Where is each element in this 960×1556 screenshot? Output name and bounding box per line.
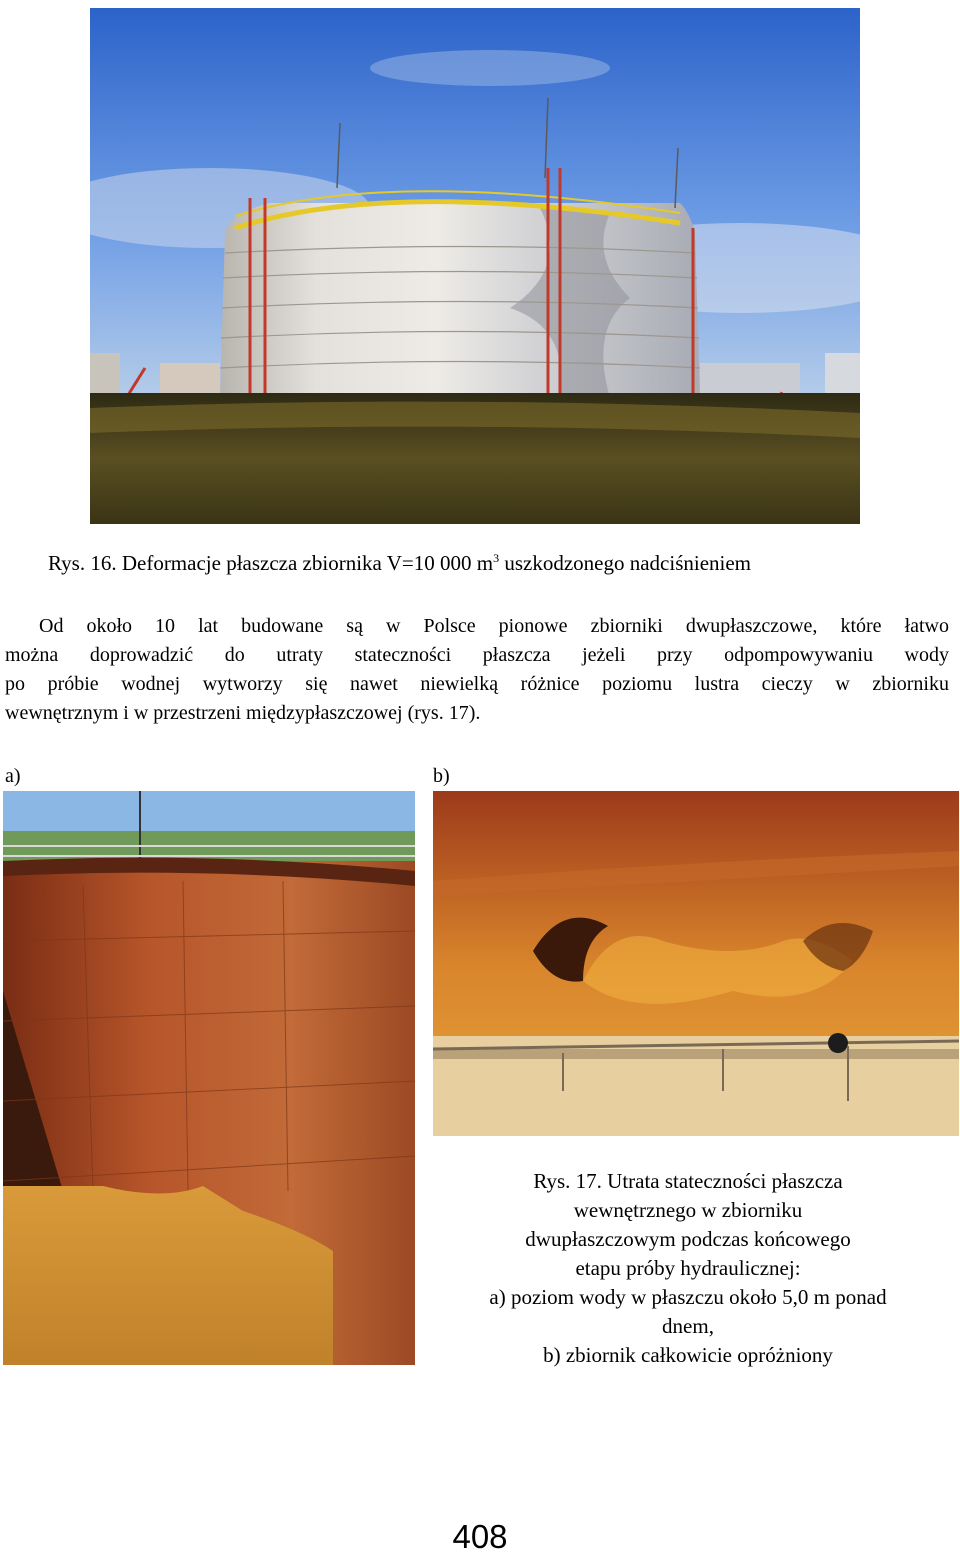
paragraph-line: można doprowadzić do utraty stateczności płaszcza jeżeli przy odpompowywaniu wody xyxy=(5,644,949,666)
figure-17b-photo xyxy=(433,791,959,1136)
caption-line: wewnętrznego w zbiorniku xyxy=(573,1198,803,1222)
paragraph-line: wewnętrznym i w przestrzeni międzypłaszczowej (rys. 17). xyxy=(5,702,481,724)
caption-line: a) poziom wody w płaszczu około 5,0 m ponad xyxy=(489,1285,887,1309)
figure-16-caption-suffix: uszkodzonego nadciśnieniem xyxy=(499,551,752,575)
caption-line: etapu próby hydraulicznej: xyxy=(575,1256,801,1280)
figure-17-caption xyxy=(438,1167,938,1370)
figure-17a-photo xyxy=(3,791,415,1365)
caption-line: dwupłaszczowym podczas końcowego xyxy=(525,1227,851,1251)
body-paragraph xyxy=(5,612,949,728)
figure-17a-label: a) xyxy=(5,765,21,787)
figure-17b-label: b) xyxy=(433,765,450,787)
page-number: 408 xyxy=(452,1518,508,1555)
figure-16-caption xyxy=(48,551,751,576)
paragraph-line: Od około 10 lat budowane są w Polsce pionowe zbiorniki dwupłaszczowe, które łatwo xyxy=(39,615,949,637)
figure-16-photo xyxy=(90,8,860,524)
paragraph-line: po próbie wodnej wytworzy się nawet niewielką różnice poziomu lustra cieczy w zbiorniku xyxy=(5,673,949,695)
caption-line: Rys. 17. Utrata stateczności płaszcza xyxy=(533,1169,843,1193)
caption-line: dnem, xyxy=(662,1314,714,1338)
caption-line: b) zbiornik całkowicie opróżniony xyxy=(543,1343,833,1367)
figure-16-caption-superscript: 3 xyxy=(493,551,500,565)
figure-16-caption-prefix: Rys. 16. Deformacje płaszcza zbiornika V=10 000 m xyxy=(48,551,494,575)
